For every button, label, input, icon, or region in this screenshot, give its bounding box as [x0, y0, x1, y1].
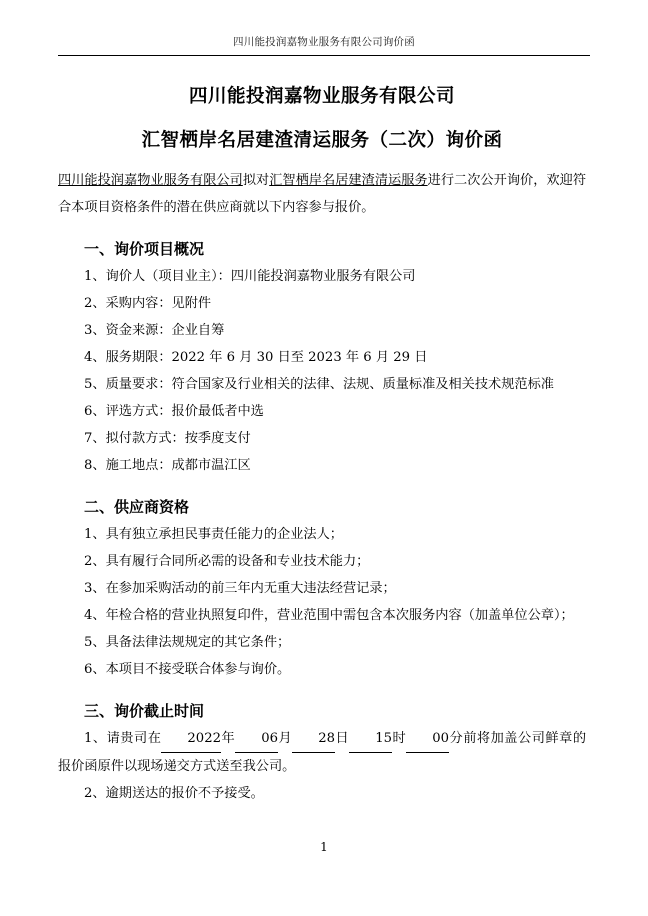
section1-item-3: 3、资金来源：企业自筹 — [84, 323, 225, 338]
section2-item-3: 3、在参加采购活动的前三年内无重大违法经营记录； — [84, 581, 396, 596]
document-body — [0, 82, 648, 807]
page-header — [0, 0, 648, 56]
section2-item-1: 1、具有独立承担民事责任能力的企业法人； — [84, 527, 343, 542]
header-divider — [58, 55, 590, 56]
section2-item-2: 2、具有履行合同所必需的设备和专业技术能力； — [84, 554, 370, 569]
section1-item-5: 5、质量要求：符合国家及行业相关的法律、法规、质量标准及相关技术规范标准 — [84, 377, 554, 392]
section-heading-3: 三、询价截止时间 — [84, 702, 205, 720]
deadline-hour-unit: 时 — [391, 731, 407, 746]
section1-item-7: 7、拟付款方式：按季度支付 — [84, 431, 251, 446]
running-head: 四川能投润嘉物业服务有限公司询价函 — [233, 36, 415, 48]
section2-item-6: 6、本项目不接受联合体参与询价。 — [84, 662, 291, 677]
section1-item-4: 4、服务期限：2022 年 6 月 30 日至 2023 年 6 月 29 日 — [84, 350, 428, 365]
document-title-line1: 四川能投润嘉物业服务有限公司 — [188, 86, 455, 107]
deadline-year-unit: 年 — [220, 731, 236, 746]
intro-company-name: 四川能投润嘉物业服务有限公司 — [58, 173, 243, 188]
deadline-text-b: 分前将加盖公司鲜章的报价函原件以现场递交方式送至我公司。 — [58, 731, 587, 774]
deadline-year: 2022 — [161, 725, 221, 753]
deadline-month-unit: 月 — [277, 731, 293, 746]
deadline-hour: 15 — [349, 725, 392, 753]
section1-item-1: 1、询价人（项目业主）：四川能投润嘉物业服务有限公司 — [84, 269, 416, 284]
deadline-text-a: 1、请贵司在 — [84, 731, 162, 746]
section3-item-1 — [58, 725, 586, 780]
section1-item-2: 2、采购内容：见附件 — [84, 296, 212, 311]
intro-text-a: 拟对 — [242, 173, 270, 188]
intro-paragraph — [58, 167, 586, 221]
section-heading-2: 二、供应商资格 — [84, 498, 190, 516]
deadline-day: 28 — [292, 725, 335, 753]
section2-item-5: 5、具备法律法规规定的其它条件； — [84, 635, 291, 650]
section2-item-4: 4、年检合格的营业执照复印件，营业范围中需包含本次服务内容（加盖单位公章）； — [84, 608, 574, 623]
deadline-day-unit: 日 — [334, 731, 350, 746]
section1-item-8: 8、施工地点：成都市温江区 — [84, 458, 251, 473]
document-title-line2: 汇智栖岸名居建渣清运服务（二次）询价函 — [141, 130, 503, 151]
section-heading-1: 一、询价项目概况 — [84, 240, 205, 258]
section3-item-2: 2、逾期送达的报价不予接受。 — [84, 786, 264, 801]
intro-project-name: 汇智栖岸名居建渣清运服务 — [269, 173, 428, 188]
deadline-minute: 00 — [406, 725, 449, 753]
deadline-month: 06 — [235, 725, 278, 753]
section1-item-6: 6、评选方式：报价最低者中选 — [84, 404, 264, 419]
page-number: 1 — [320, 840, 328, 854]
intro-text-b: 进行二次公开询价，欢迎符合本项目资格条件的潜在供应商就以下内容参与报价。 — [58, 173, 587, 215]
